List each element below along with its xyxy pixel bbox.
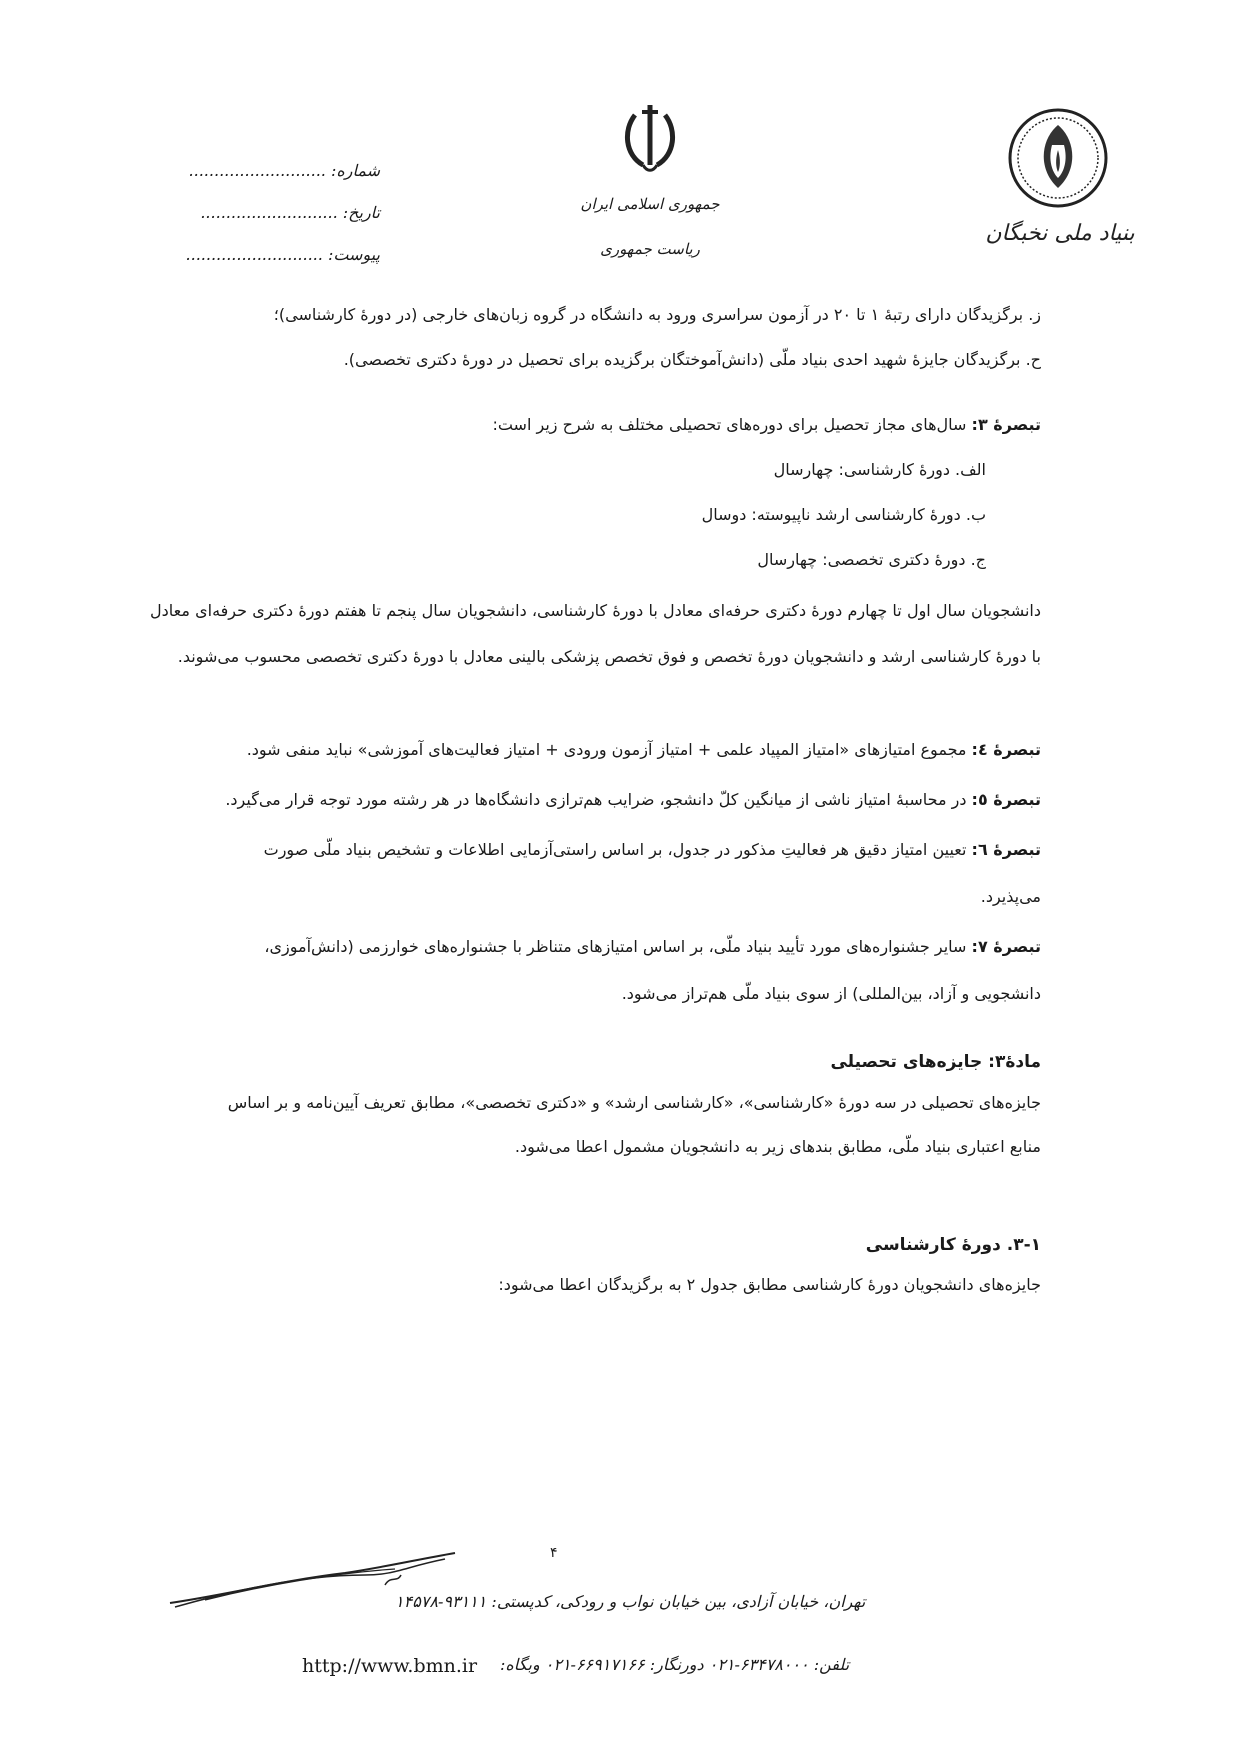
article3-line2: منابع اعتباری بنیاد ملّی، مطابق بندهای زیر به دانشجویان مشمول اعطا می‌شود. <box>514 1137 1041 1156</box>
number-field <box>120 150 380 192</box>
note7-text: سایر جشنواره‌های مورد تأیید بنیاد ملّی، بر اساس امتیازهای متناظر با جشنواره‌های خوارزمی (دانش‌آموزی، <box>264 937 972 956</box>
article3-heading: مادۀ۳: جایزه‌های تحصیلی <box>830 1052 1041 1072</box>
date-label: تاریخ: <box>342 203 380 222</box>
foundation-logo <box>985 100 1135 250</box>
number-dots: ........................... <box>188 161 326 180</box>
note3-label: تبصرۀ ۳: <box>971 415 1041 434</box>
number-label: شماره: <box>330 161 380 180</box>
iran-emblem <box>605 100 695 180</box>
note3-item-a: الف. دورۀ کارشناسی: چهارسال <box>773 460 986 479</box>
article3-line1: جایزه‌های تحصیلی در سه دورۀ «کارشناسی»، «کارشناسی ارشد» و «دکتری تخصصی»، مطابق تعریف آیین‌نامه و بر اساس <box>227 1093 1041 1112</box>
republic-label: جمهوری اسلامی ایران <box>580 195 720 213</box>
note3-paragraph: دانشجویان سال اول تا چهارم دورۀ دکتری حرفه‌ای معادل با دورۀ کارشناسی، دانشجویان سال پنجم تا هفتم دورۀ دکتری حرفه‌ای معادل با دورۀ کارشناسی ارشد و دانشجویان دورۀ تخصص و فوق تخصص پزشکی بالینی معادل با دورۀ دکتری تخصصی محسوب می‌شوند. <box>150 601 1041 666</box>
date-dots: ........................... <box>200 203 338 222</box>
note5-label: تبصرۀ ٥: <box>971 790 1041 809</box>
note4-line <box>150 740 1041 759</box>
note5-line <box>150 790 1041 809</box>
section31-text: جایزه‌های دانشجویان دورۀ کارشناسی مطابق جدول ۲ به برگزیدگان اعطا می‌شود: <box>498 1275 1041 1294</box>
foundation-logo-text: بنیاد ملی نخبگان <box>985 221 1135 246</box>
note3-line <box>150 415 1041 434</box>
footer-address: تهران، خیابان آزادی، بین خیابان نواب و رودکی، کدپستی: ۹۳۱۱۱-۱۴۵۷۸ <box>395 1592 866 1611</box>
attachment-label: پیوست: <box>327 245 380 264</box>
item-h: ح. برگزیدگان جایزۀ شهید احدی بنیاد ملّی (دانش‌آموختگان برگزیده برای تحصیل در دورۀ دکتری تخصصی). <box>343 350 1041 369</box>
note3-item-c: ج. دورۀ دکتری تخصصی: چهارسال <box>757 550 986 569</box>
note7-line <box>150 937 1041 956</box>
note6-label: تبصرۀ ٦: <box>971 840 1041 859</box>
page-number: ۴ <box>550 1545 558 1561</box>
footer-contact: تلفن: ۶۳۴۷۸۰۰۰-۰۲۱ دورنگار: ۶۶۹۱۷۱۶۶-۰۲۱ وبگاه: <box>500 1655 850 1674</box>
note4-label: تبصرۀ ٤: <box>971 740 1041 759</box>
attachment-field <box>120 234 380 276</box>
presidency-label: ریاست جمهوری <box>600 240 700 258</box>
note6-line <box>150 840 1041 859</box>
date-field <box>120 192 380 234</box>
attachment-dots: ........................... <box>185 245 323 264</box>
footer-website[interactable]: http://www.bmn.ir <box>302 1655 478 1677</box>
note3-text: سال‌های مجاز تحصیل برای دوره‌های تحصیلی مختلف به شرح زیر است: <box>492 415 972 434</box>
note5-text: در محاسبۀ امتیاز ناشی از میانگین کلّ دانشجو، ضرایب هم‌ترازی دانشگاه‌ها در هر رشته مورد توجه قرار می‌گیرد. <box>225 790 972 809</box>
section31-heading: ۳-۱. دورۀ کارشناسی <box>865 1235 1041 1255</box>
note4-text: مجموع امتیازهای «امتیاز المپیاد علمی + امتیاز آزمون ورودی + امتیاز فعالیت‌های آموزشی» نباید منفی شود. <box>246 740 972 759</box>
note3-item-b: ب. دورۀ کارشناسی ارشد ناپیوسته: دوسال <box>701 505 986 524</box>
note6-continuation: می‌پذیرد. <box>980 887 1041 906</box>
item-z: ز. برگزیدگان دارای رتبۀ ۱ تا ۲۰ در آزمون سراسری ورود به دانشگاه در گروه زبان‌های خارجی (در دورۀ کارشناسی)؛ <box>273 305 1041 324</box>
note7-continuation: دانشجویی و آزاد، بین‌المللی) از سوی بنیاد ملّی هم‌تراز می‌شود. <box>621 984 1041 1003</box>
letter-fields <box>120 150 380 276</box>
note7-label: تبصرۀ ۷: <box>971 937 1041 956</box>
note6-text: تعیین امتیاز دقیق هر فعالیتِ مذکور در جدول، بر اساس راستی‌آزمایی اطلاعات و تشخیص بنیاد ملّی صورت <box>263 840 972 859</box>
